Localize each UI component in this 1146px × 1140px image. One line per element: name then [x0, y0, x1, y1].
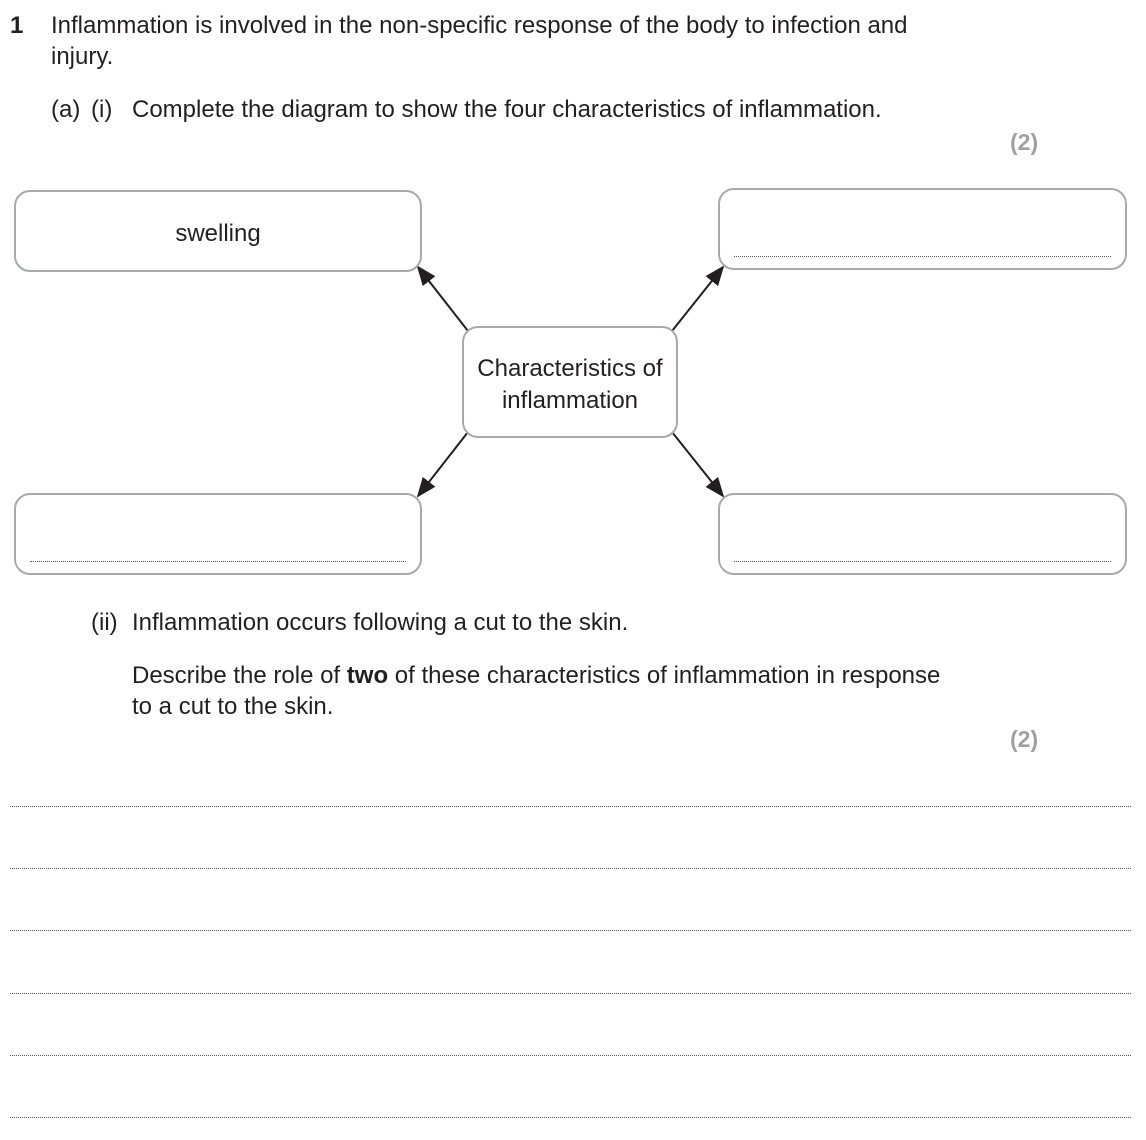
answer-line-bottom-right[interactable] [734, 561, 1111, 562]
prompt-after: of these characteristics of inflammation in response [388, 662, 941, 689]
arrow-top-right [672, 267, 723, 331]
arrow-bottom-left [418, 432, 468, 496]
part-a-label: (a) [51, 96, 81, 123]
marks-part-ii: (2) [1010, 726, 1039, 752]
answer-line[interactable] [10, 993, 1131, 994]
box-top-left-text: swelling [175, 220, 261, 247]
box-bottom-right[interactable] [718, 493, 1127, 575]
question-stem: Inflammation is involved in the non-specific response of the body to infection and [51, 12, 908, 39]
part-ii-label: (ii) [91, 609, 118, 636]
question-number: 1 [10, 12, 24, 39]
box-top-right[interactable] [718, 188, 1127, 270]
box-center [462, 326, 678, 438]
question-stem-line2: injury. [51, 43, 114, 70]
part-ii-prompt-line2: to a cut to the skin. [132, 693, 334, 720]
arrow-top-left [418, 267, 468, 331]
box-top-left [14, 190, 422, 272]
part-ii-prompt [132, 662, 940, 690]
center-text-line2: inflammation [501, 387, 639, 414]
answer-line[interactable] [10, 1117, 1131, 1118]
box-bottom-left[interactable] [14, 493, 422, 575]
marks-part-i: (2) [1010, 129, 1039, 155]
arrow-bottom-right [672, 432, 723, 496]
center-text-line1: Characteristics of [477, 355, 663, 382]
answer-line[interactable] [10, 806, 1131, 807]
prompt-bold: two [346, 662, 389, 689]
answer-line[interactable] [10, 1055, 1131, 1056]
answer-line[interactable] [10, 868, 1131, 869]
part-ii-text: Inflammation occurs following a cut to the skin. [132, 609, 629, 636]
answer-line[interactable] [10, 930, 1131, 931]
answer-line-bottom-left[interactable] [30, 561, 406, 562]
part-i-label: (i) [91, 96, 113, 123]
prompt-before: Describe the role of [132, 662, 347, 689]
answer-line-top-right[interactable] [734, 256, 1111, 257]
part-i-text: Complete the diagram to show the four characteristics of inflammation. [132, 96, 882, 123]
